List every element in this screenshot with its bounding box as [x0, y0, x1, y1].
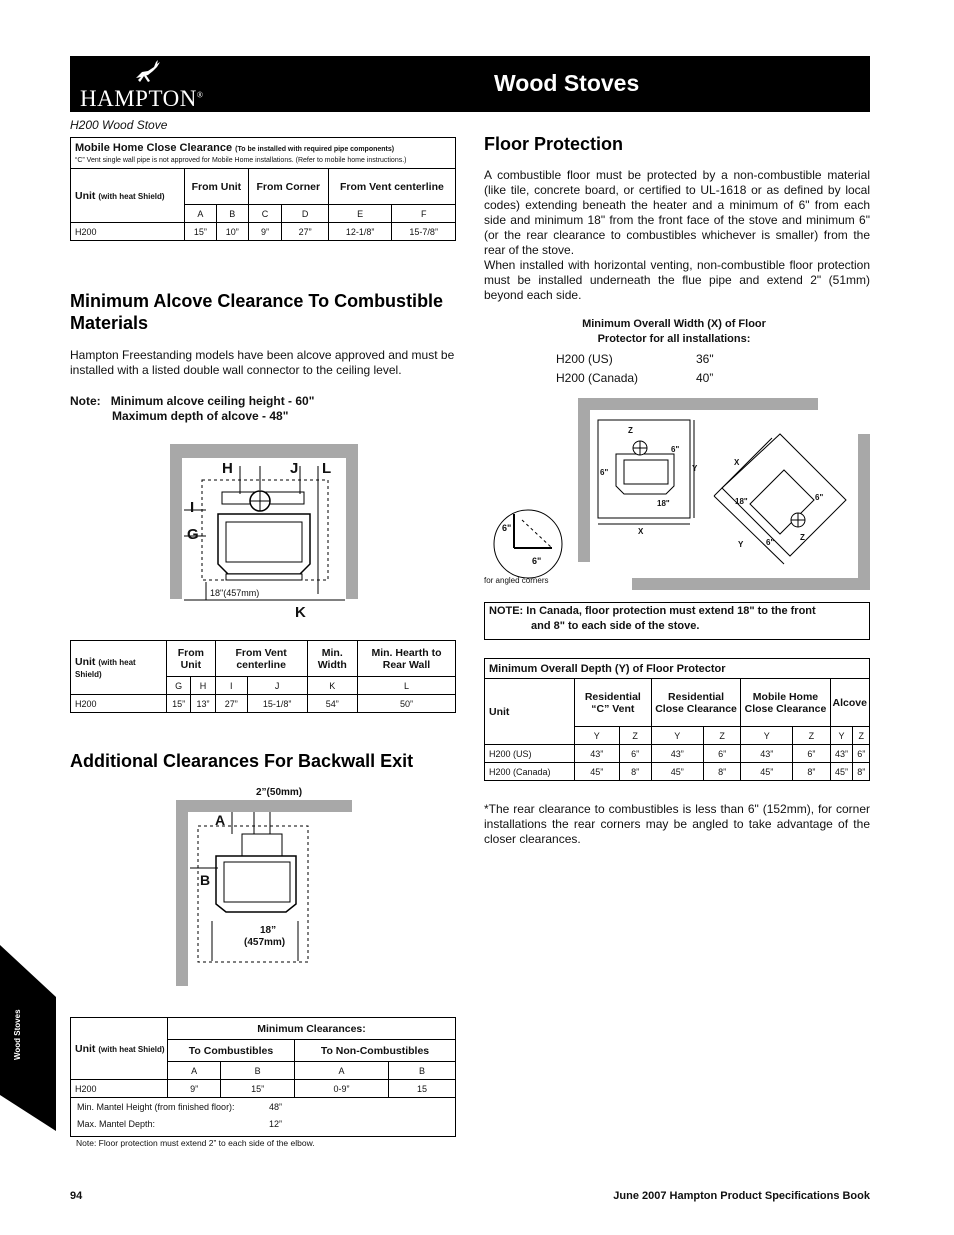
mobile-home-table — [70, 137, 456, 241]
unit-header: Unit (with heat Shield) — [71, 1018, 168, 1080]
table-row: H200 (Canada) 45” 8” 45” 8” 45” 8” 45” 8” — [485, 763, 870, 781]
group-header: Min. Hearth to Rear Wall — [357, 641, 455, 677]
canada-note: NOTE: In Canada, floor protection must extend 18" to the front and 8" to each side of the stove. — [484, 602, 870, 640]
group-header: Alcove — [830, 679, 869, 727]
width-list — [556, 350, 756, 388]
mantel-height-value: 48” — [269, 1102, 283, 1112]
mantel-height-label: Min. Mantel Height (from finished floor): — [77, 1102, 235, 1112]
col-letter: I — [215, 677, 247, 695]
table-row: H200 15” 10” 9” 27” 12-1/8” 15-7/8” — [71, 223, 456, 241]
alcove-table — [70, 640, 456, 713]
leaping-deer-logo-icon — [132, 58, 162, 86]
group-header: From Vent centerline — [328, 169, 455, 205]
dim-label-a: A — [215, 812, 226, 828]
label-z: Z — [628, 426, 633, 435]
col-letter: Z — [853, 727, 870, 745]
dim-label-k: K — [295, 604, 306, 621]
group-header: From Unit — [167, 641, 216, 677]
unit-header: Unit — [485, 679, 575, 745]
col-letter: B — [388, 1062, 455, 1080]
depth-table-title: Minimum Overall Depth (Y) of Floor Protector — [484, 658, 870, 678]
dim-label-b: B — [200, 872, 211, 888]
col-letter: B — [221, 1062, 295, 1080]
col-letter: Z — [793, 727, 830, 745]
col-letter: Z — [619, 727, 651, 745]
brand-logo: HAMPTON® — [80, 86, 204, 111]
group-header: From Vent centerline — [215, 641, 307, 677]
col-letter: B — [216, 205, 248, 223]
floor-protection-diagram — [484, 396, 874, 592]
dim-label-h: H — [222, 460, 233, 477]
label-x: X — [638, 527, 644, 536]
detail-6in: 6" — [532, 556, 542, 566]
page-title: Wood Stoves — [494, 70, 640, 96]
col-letter: Y — [830, 727, 853, 745]
depth-table — [484, 658, 870, 781]
mantel-depth-label: Max. Mantel Depth: — [77, 1119, 156, 1129]
col-letter: Y — [741, 727, 793, 745]
label-y: Y — [692, 464, 698, 473]
col-letter: A — [185, 205, 217, 223]
col-letter: A — [295, 1062, 389, 1080]
alcove-note: Note: Minimum alcove ceiling height - 60" Maximum depth of alcove - 48" — [70, 394, 315, 423]
col-letter: H — [191, 677, 215, 695]
col-letter: Z — [703, 727, 741, 745]
detail-6in: 6" — [502, 523, 512, 533]
unit-header: Unit (with heat Shield) — [71, 169, 185, 223]
dim-label-j: J — [290, 460, 299, 477]
col-letter: D — [282, 205, 329, 223]
col-letter: Y — [651, 727, 703, 745]
side-tab-label: Wood Stoves — [13, 1009, 22, 1060]
group-header: Min. Width — [307, 641, 357, 677]
label-6in: 6" — [766, 538, 775, 547]
label-z: Z — [800, 533, 805, 542]
mobile-table-subnote: “C” Vent single wall pipe is not approved for Mobile Home installations. (Refer to mobile home instructions.) — [75, 157, 407, 164]
angled-corners-caption: for angled corners — [484, 576, 549, 585]
col-letter: Y — [575, 727, 620, 745]
label-6in: 6" — [600, 468, 609, 477]
group-header: To Combustibles — [168, 1040, 295, 1062]
col-letter: G — [167, 677, 191, 695]
label-x: X — [734, 458, 740, 467]
backwall-table — [70, 1017, 456, 1137]
dim-18in: 18” — [260, 925, 277, 936]
alcove-body: Hampton Freestanding models have been alcove approved and must be installed with a listed double wall connector to the ceiling level. — [70, 348, 455, 377]
dim-label-g: G — [187, 526, 199, 543]
dim-label-l: L — [322, 460, 332, 477]
col-letter: C — [248, 205, 282, 223]
dim-2in: 2”(50mm) — [256, 787, 303, 798]
side-tab — [0, 945, 56, 1131]
table-row: H200 9” 15” 0-9” 15 — [71, 1080, 456, 1098]
table-row: H200 (US) 43” 6” 43” 6” 43” 6” 43” 6” — [485, 745, 870, 763]
col-letter: F — [392, 205, 456, 223]
col-letter: E — [328, 205, 392, 223]
group-header: Residential “C” Vent — [575, 679, 652, 727]
mobile-table-title: Mobile Home Close Clearance — [75, 142, 233, 154]
mantel-depth-value: 12” — [269, 1119, 283, 1129]
group-header: Mobile Home Close Clearance — [741, 679, 830, 727]
unit-header: Unit (with heat Shield) — [71, 641, 167, 695]
backwall-heading: Additional Clearances For Backwall Exit — [70, 751, 414, 771]
dim-18in: 18"(457mm) — [210, 588, 260, 598]
dim-457mm: (457mm) — [244, 937, 286, 948]
footer-book-title: June 2007 Hampton Product Specifications Book — [613, 1190, 870, 1202]
list-item: H200 (US) 36" — [556, 352, 714, 366]
group-header: Residential Close Clearance — [651, 679, 741, 727]
group-header: From Unit — [185, 169, 249, 205]
col-letter: A — [168, 1062, 221, 1080]
label-y: Y — [738, 540, 744, 549]
backwall-diagram — [176, 786, 354, 986]
floor-footnote: *The rear clearance to combustibles is less than 6" (152mm), for corner installations the rear corners may be angled to take advantage of the closer clearances. — [484, 802, 870, 846]
label-18in: 18" — [657, 499, 670, 508]
mobile-table-title-note: (To be installed with required pipe components) — [235, 146, 395, 153]
col-letter: K — [307, 677, 357, 695]
min-clearances-header: Minimum Clearances: — [168, 1018, 456, 1040]
product-caption: H200 Wood Stove — [70, 118, 168, 132]
mantel-block — [71, 1098, 456, 1137]
list-item: H200 (Canada) 40” — [556, 371, 714, 385]
table-row: H200 15” 13” 27” 15-1/8” 54” 50” — [71, 695, 456, 713]
width-title: Minimum Overall Width (X) of Floor Protector for all installations: — [582, 318, 766, 345]
page-header-bar — [70, 56, 870, 112]
alcove-heading: Minimum Alcove Clearance To Combustible Materials — [70, 291, 444, 333]
group-header: To Non-Combustibles — [295, 1040, 456, 1062]
floor-body-1: A combustible floor must be protected by a non-combustible material (like tile, concrete board, or certified to UL-1618 or as defined by local codes) extending beneath the heater and a minimum of 6" from each side and minimum 18" from the front face of the stove and minimum 6" (or the rear clearance to combustibles whichever is smaller) from the rear of the stove. — [484, 168, 870, 257]
label-6in: 6" — [815, 493, 824, 502]
col-letter: J — [247, 677, 307, 695]
alcove-diagram — [170, 444, 360, 619]
group-header: From Corner — [248, 169, 328, 205]
page-number: 94 — [70, 1190, 83, 1202]
dim-label-i: I — [190, 499, 195, 516]
label-6in: 6" — [671, 445, 680, 454]
backwall-note: Note: Floor protection must extend 2” to each side of the elbow. — [76, 1138, 315, 1148]
floor-body-2: When installed with horizontal venting, non-combustible floor protection must be installed underneath the flue pipe and extend 2" (51mm) beyond each side. — [484, 258, 870, 302]
label-18in: 18" — [735, 497, 748, 506]
col-letter: L — [357, 677, 455, 695]
floor-heading: Floor Protection — [484, 134, 623, 154]
